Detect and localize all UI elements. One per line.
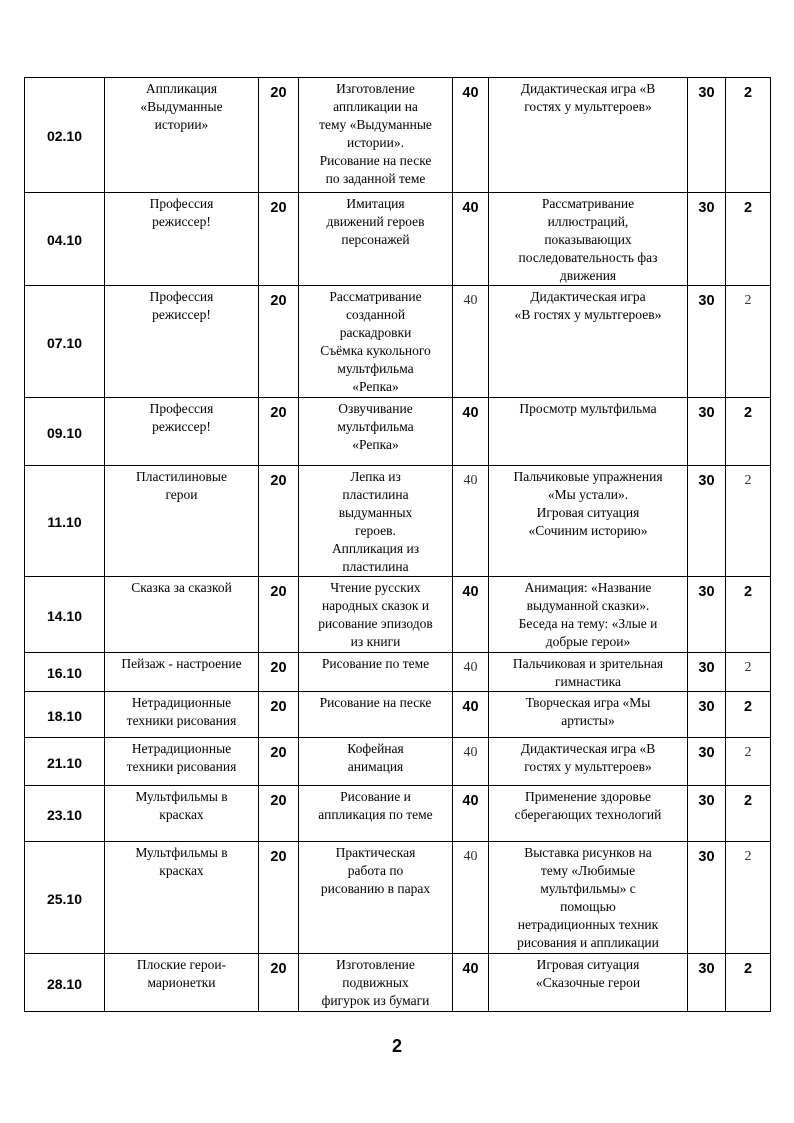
hours-cell: 20 <box>259 466 299 577</box>
hours-cell: 20 <box>259 78 299 193</box>
hours-cell: 30 <box>688 577 726 653</box>
hours-cell: 40 <box>453 954 489 1012</box>
hours-cell: 40 <box>453 653 489 692</box>
hours-cell: 20 <box>259 692 299 738</box>
count-cell: 2 <box>726 286 771 398</box>
hours-cell: 40 <box>453 78 489 193</box>
count-cell: 2 <box>726 692 771 738</box>
hours-cell: 30 <box>688 286 726 398</box>
extra-activity-cell: Рассматривание иллюстраций, показывающих последовательность фаз движения <box>489 193 688 286</box>
count-cell: 2 <box>726 738 771 786</box>
hours-cell: 40 <box>453 786 489 842</box>
hours-cell: 30 <box>688 954 726 1012</box>
date-cell: 14.10 <box>25 577 105 653</box>
activity-cell: Лепка из пластилина выдуманных героев. Аппликация из пластилина <box>299 466 453 577</box>
date-cell: 25.10 <box>25 842 105 954</box>
table-row <box>25 286 771 398</box>
extra-activity-cell: Дидактическая игра «В гостях у мультгероев» <box>489 286 688 398</box>
hours-cell: 30 <box>688 193 726 286</box>
hours-cell: 40 <box>453 577 489 653</box>
count-cell: 2 <box>726 954 771 1012</box>
hours-cell: 20 <box>259 577 299 653</box>
count-cell: 2 <box>726 193 771 286</box>
count-cell: 2 <box>726 78 771 193</box>
hours-cell: 40 <box>453 193 489 286</box>
activity-cell: Чтение русских народных сказок и рисование эпизодов из книги <box>299 577 453 653</box>
topic-cell: Сказка за сказкой <box>105 577 259 653</box>
date-cell: 21.10 <box>25 738 105 786</box>
table-row <box>25 692 771 738</box>
hours-cell: 40 <box>453 466 489 577</box>
hours-cell: 40 <box>453 692 489 738</box>
extra-activity-cell: Пальчиковая и зрительная гимнастика <box>489 653 688 692</box>
hours-cell: 30 <box>688 842 726 954</box>
date-cell: 23.10 <box>25 786 105 842</box>
activity-cell: Практическая работа по рисованию в парах <box>299 842 453 954</box>
table-row <box>25 193 771 286</box>
extra-activity-cell: Просмотр мультфильма <box>489 398 688 466</box>
count-cell: 2 <box>726 466 771 577</box>
activity-cell: Рассматривание созданной раскадровки Съёмка кукольного мультфильма «Репка» <box>299 286 453 398</box>
topic-cell: Профессия режиссер! <box>105 398 259 466</box>
extra-activity-cell: Применение здоровье сберегающих технологий <box>489 786 688 842</box>
schedule-body <box>25 78 771 1012</box>
hours-cell: 40 <box>453 286 489 398</box>
hours-cell: 40 <box>453 738 489 786</box>
count-cell: 2 <box>726 577 771 653</box>
date-cell: 07.10 <box>25 286 105 398</box>
topic-cell: Мультфильмы в красках <box>105 786 259 842</box>
extra-activity-cell: Пальчиковые упражнения «Мы устали». Игровая ситуация «Сочиним историю» <box>489 466 688 577</box>
table-row <box>25 786 771 842</box>
hours-cell: 30 <box>688 786 726 842</box>
topic-cell: Пейзаж - настроение <box>105 653 259 692</box>
activity-cell: Имитация движений героев персонажей <box>299 193 453 286</box>
extra-activity-cell: Творческая игра «Мы артисты» <box>489 692 688 738</box>
activity-cell: Изготовление аппликации на тему «Выдуманные истории». Рисование на песке по заданной теме <box>299 78 453 193</box>
count-cell: 2 <box>726 398 771 466</box>
hours-cell: 30 <box>688 653 726 692</box>
hours-cell: 20 <box>259 842 299 954</box>
hours-cell: 30 <box>688 692 726 738</box>
hours-cell: 40 <box>453 842 489 954</box>
count-cell: 2 <box>726 653 771 692</box>
hours-cell: 40 <box>453 398 489 466</box>
table-row <box>25 78 771 193</box>
hours-cell: 30 <box>688 78 726 193</box>
hours-cell: 30 <box>688 738 726 786</box>
hours-cell: 20 <box>259 398 299 466</box>
activity-cell: Озвучивание мультфильма «Репка» <box>299 398 453 466</box>
count-cell: 2 <box>726 842 771 954</box>
topic-cell: Пластилиновые герои <box>105 466 259 577</box>
topic-cell: Профессия режиссер! <box>105 286 259 398</box>
hours-cell: 30 <box>688 398 726 466</box>
hours-cell: 20 <box>259 193 299 286</box>
table-row <box>25 842 771 954</box>
table-row <box>25 577 771 653</box>
count-cell: 2 <box>726 786 771 842</box>
table-row <box>25 398 771 466</box>
hours-cell: 20 <box>259 653 299 692</box>
date-cell: 04.10 <box>25 193 105 286</box>
activity-cell: Изготовление подвижных фигурок из бумаги <box>299 954 453 1012</box>
table-row <box>25 653 771 692</box>
hours-cell: 30 <box>688 466 726 577</box>
extra-activity-cell: Выставка рисунков на тему «Любимые мультфильмы» с помощью нетрадиционных техник рисования и аппликации <box>489 842 688 954</box>
date-cell: 02.10 <box>25 78 105 193</box>
activity-cell: Рисование и аппликация по теме <box>299 786 453 842</box>
topic-cell: Плоские герои- марионетки <box>105 954 259 1012</box>
topic-cell: Нетрадиционные техники рисования <box>105 738 259 786</box>
date-cell: 18.10 <box>25 692 105 738</box>
table-row <box>25 738 771 786</box>
table-row <box>25 954 771 1012</box>
extra-activity-cell: Анимация: «Название выдуманной сказки». Беседа на тему: «Злые и добрые герои» <box>489 577 688 653</box>
activity-cell: Кофейная анимация <box>299 738 453 786</box>
hours-cell: 20 <box>259 738 299 786</box>
date-cell: 11.10 <box>25 466 105 577</box>
topic-cell: Аппликация «Выдуманные истории» <box>105 78 259 193</box>
extra-activity-cell: Дидактическая игра «В гостях у мультгероев» <box>489 738 688 786</box>
date-cell: 16.10 <box>25 653 105 692</box>
topic-cell: Нетрадиционные техники рисования <box>105 692 259 738</box>
hours-cell: 20 <box>259 786 299 842</box>
page-number: 2 <box>391 1036 402 1056</box>
activity-cell: Рисование по теме <box>299 653 453 692</box>
hours-cell: 20 <box>259 954 299 1012</box>
activity-cell: Рисование на песке <box>299 692 453 738</box>
topic-cell: Профессия режиссер! <box>105 193 259 286</box>
schedule-table <box>24 77 771 1012</box>
extra-activity-cell: Игровая ситуация «Сказочные герои <box>489 954 688 1012</box>
date-cell: 09.10 <box>25 398 105 466</box>
hours-cell: 20 <box>259 286 299 398</box>
table-row <box>25 466 771 577</box>
date-cell: 28.10 <box>25 954 105 1012</box>
extra-activity-cell: Дидактическая игра «В гостях у мультгероев» <box>489 78 688 193</box>
topic-cell: Мультфильмы в красках <box>105 842 259 954</box>
